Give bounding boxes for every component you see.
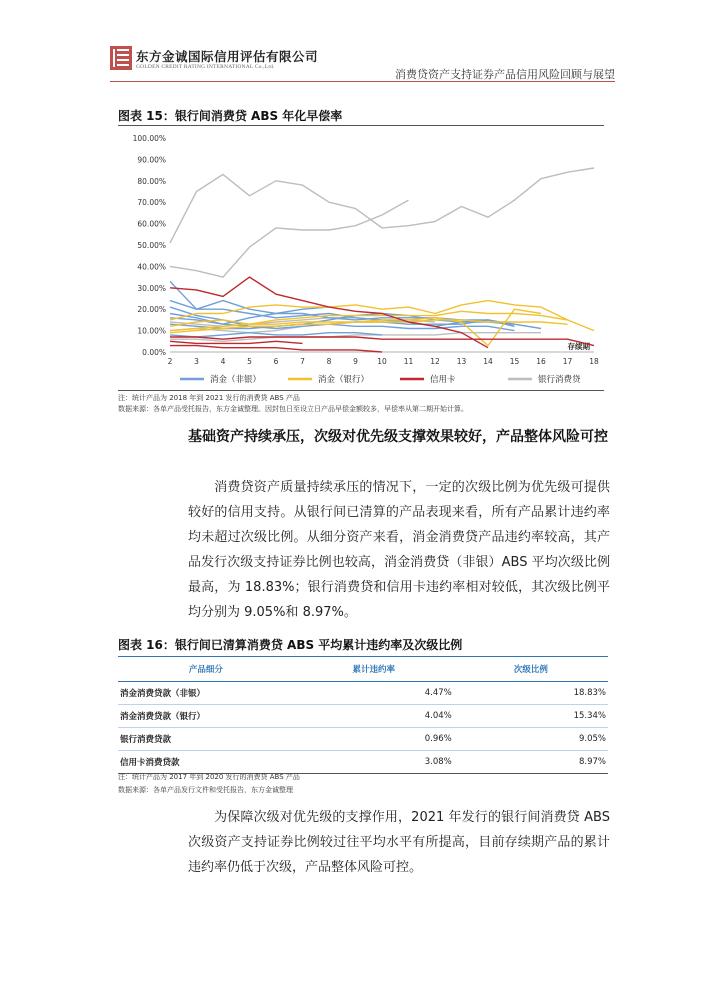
table-16-note: 注：统计产品为 2017 年到 2020 发行的消费贷 ABS 产品	[118, 773, 300, 781]
x-tick-label: 13	[456, 357, 467, 366]
x-tick-label: 16	[536, 357, 546, 366]
y-tick-label: 20.00%	[137, 305, 166, 315]
table-16	[118, 656, 608, 774]
x-tick-label: 8	[326, 357, 332, 366]
series-line	[170, 346, 382, 352]
x-tick-label: 5	[247, 357, 252, 366]
x-tick-label: 14	[483, 357, 493, 366]
series-line	[170, 341, 303, 343]
table-row	[118, 705, 608, 728]
figure-15-title: 图表 15：银行间消费贷 ABS 年化早偿率	[118, 109, 343, 123]
table-cell: 4.47%	[294, 682, 454, 705]
x-tick-label: 3	[194, 357, 199, 366]
figure-top-rule	[118, 125, 604, 126]
table-cell: 消金消费贷款（银行）	[118, 705, 294, 728]
company-name-en: GOLDEN CREDIT RATING INTERNATIONAL Co.,Ltd.	[136, 64, 275, 70]
table-row	[118, 682, 608, 705]
x-tick-label: 17	[562, 357, 573, 366]
series-line	[170, 168, 594, 243]
y-tick-label: 80.00%	[137, 176, 166, 186]
table-16-title: 图表 16：银行间已清算消费贷 ABS 平均累计违约率及次级比例	[118, 638, 463, 652]
paragraph-2	[188, 805, 610, 880]
table-cell: 3.08%	[294, 751, 454, 774]
y-tick-label: 90.00%	[137, 155, 166, 165]
x-tick-label: 12	[430, 357, 440, 366]
table-cell: 银行消费贷款	[118, 728, 294, 751]
series-line	[170, 200, 409, 277]
table-row	[118, 728, 608, 751]
table-row	[118, 751, 608, 774]
legend-label: 信用卡	[430, 375, 456, 385]
table-cell: 8.97%	[454, 751, 608, 774]
y-tick-label: 30.00%	[137, 283, 166, 293]
y-tick-label: 100.00%	[132, 134, 166, 143]
y-tick-label: 50.00%	[137, 241, 166, 250]
table-cell: 4.04%	[294, 705, 454, 728]
col-header-default-rate: 累计违约率	[294, 657, 454, 682]
x-tick-label: 7	[300, 357, 305, 366]
series-line	[170, 309, 541, 345]
y-tick-label: 60.00%	[137, 219, 166, 229]
x-tick-label: 2	[167, 357, 173, 366]
legend-label: 消金（银行）	[318, 375, 370, 385]
series-line	[170, 337, 594, 346]
report-title: 消费贷资产支持证券产品信用风险回顾与展望	[395, 68, 615, 81]
page-header	[110, 42, 615, 82]
header-divider	[110, 81, 615, 82]
section-heading: 基础资产持续承压，次级对优先级支撑效果较好，产品整体风险可控	[188, 429, 608, 445]
figure-bottom-rule	[118, 390, 604, 391]
y-tick-label: 10.00%	[137, 326, 166, 336]
figure-15-note: 注：统计产品为 2018 年到 2021 发行的消费贷 ABS 产品	[118, 394, 300, 402]
table-header-row	[118, 657, 608, 682]
x-tick-label: 11	[403, 357, 414, 366]
legend-label: 银行消费贷	[538, 375, 581, 385]
company-name-cn: 东方金诚国际信用评估有限公司	[136, 49, 319, 64]
table-cell: 0.96%	[294, 728, 454, 751]
company-logo-icon	[110, 46, 132, 70]
legend-label: 消金（非银）	[210, 375, 262, 385]
paragraph-1	[188, 475, 610, 625]
col-header-segment: 产品细分	[118, 657, 294, 682]
col-header-subordination: 次级比例	[454, 657, 608, 682]
x-tick-label: 15	[509, 357, 520, 366]
table-cell: 消金消费贷款（非银）	[118, 682, 294, 705]
table-cell: 9.05%	[454, 728, 608, 751]
figure-15-source: 数据来源：各单产品受托报告，东方金诚整理。因封包日至设立日产品早偿金额较多，早偿率从第二期开始计算。	[118, 405, 468, 413]
paragraph-1-text: 消费贷资产质量持续承压的情况下，一定的次级比例为优先级可提供较好的信用支持。从银行间已清算的产品表现来看，所有产品累计违约率均未超过次级比例。从细分资产来看，消金消费贷产品违约率较高，其产品发行次级支持证券比例也较高，消金消费贷（非银）ABS 平均次级比例最高，为 18.83%；银行消费贷和信用卡违约率相对较低，其次级比例平均分别为 9.05%和 8.97%。	[188, 480, 610, 620]
y-tick-label: 0.00%	[142, 348, 166, 357]
x-tick-label: 4	[220, 357, 226, 366]
paragraph-2-text: 为保障次级对优先级的支撑作用，2021 年发行的银行间消费贷 ABS 次级资产支持证券比例较过往平均水平有所提高，目前存续期产品的累计违约率仍低于次级，产品整体风险可控。	[188, 810, 610, 875]
x-tick-label: 9	[353, 357, 358, 366]
table-16-source: 数据来源：各单产品发行文件和受托报告，东方金诚整理	[118, 786, 293, 794]
x-tick-label: 6	[273, 357, 279, 366]
table-cell: 信用卡消费贷款	[118, 751, 294, 774]
prepayment-rate-chart	[118, 128, 604, 390]
table-cell: 18.83%	[454, 682, 608, 705]
table-cell: 15.34%	[454, 705, 608, 728]
y-tick-label: 40.00%	[137, 262, 166, 272]
x-axis-label: 存续期	[567, 342, 590, 351]
x-tick-label: 10	[377, 357, 387, 366]
y-tick-label: 70.00%	[137, 198, 166, 208]
x-tick-label: 18	[589, 357, 599, 366]
